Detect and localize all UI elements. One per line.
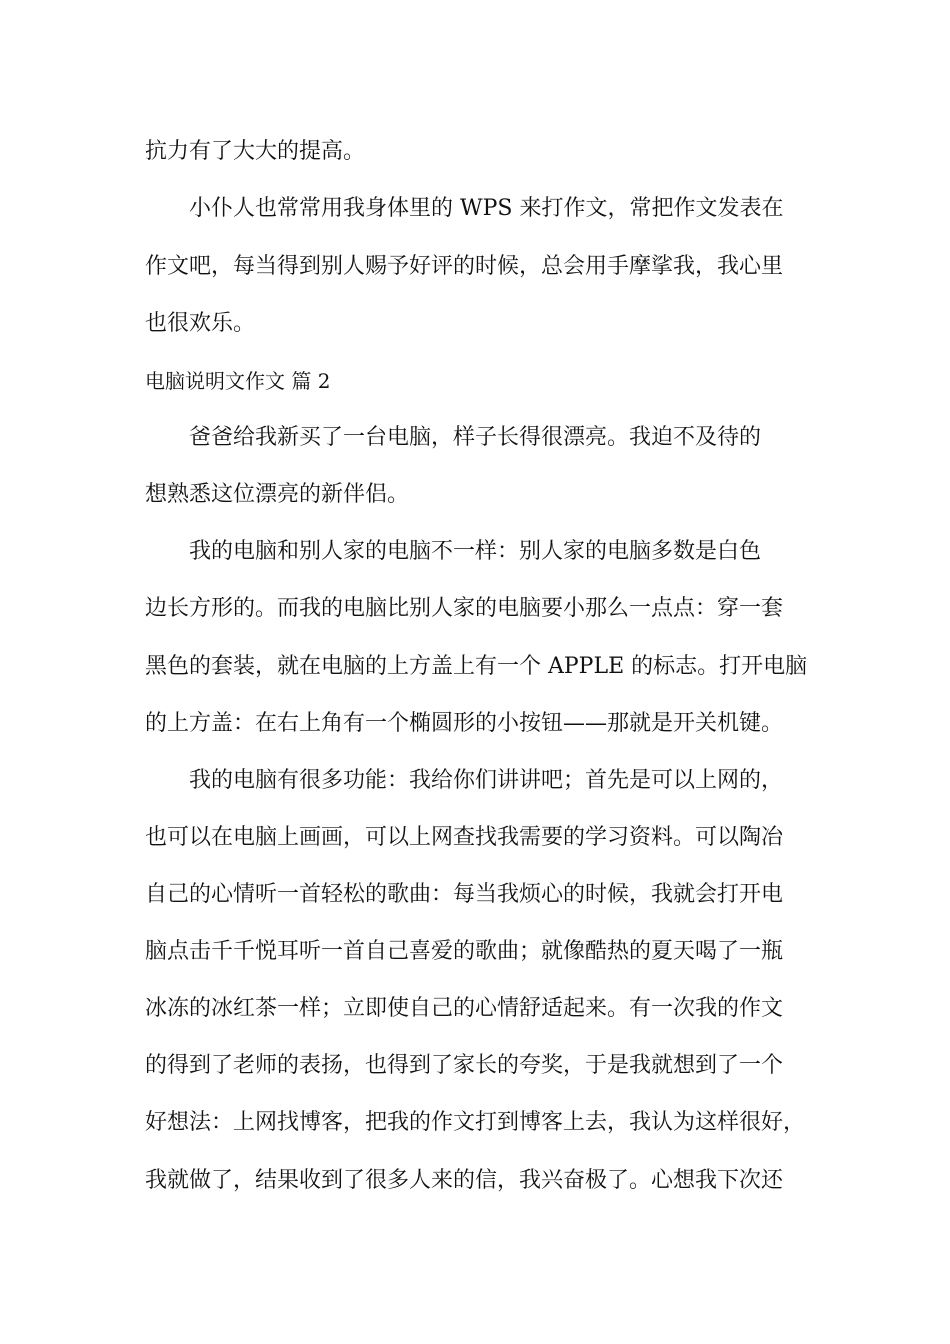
text-line: 想熟悉这位漂亮的新伴侣。 xyxy=(145,482,410,507)
text-line: 脑点击千千悦耳听一首自己喜爱的歌曲；就像酷热的夏天喝了一瓶 xyxy=(145,939,784,964)
text-line: 的得到了老师的表扬，也得到了家长的夸奖，于是我就想到了一个 xyxy=(145,1053,784,1078)
text-line: 作文吧，每当得到别人赐予好评的时候，总会用手摩挲我，我心里 xyxy=(145,254,784,279)
text-line: 好想法：上网找博客，把我的作文打到博客上去，我认为这样很好， xyxy=(145,1110,806,1135)
paragraph-start-line: 我的电脑有很多功能：我给你们讲讲吧；首先是可以上网的， xyxy=(145,768,784,793)
text-line: 我就做了，结果收到了很多人来的信，我兴奋极了。心想我下次还 xyxy=(145,1168,784,1193)
text-line: 抗力有了大大的提高。 xyxy=(145,139,366,164)
text-line: 的上方盖：在右上角有一个椭圆形的小按钮——那就是开关机键。 xyxy=(145,711,784,736)
section-heading: 电脑说明文作文 篇 2 xyxy=(145,369,331,393)
text-line: 黑色的套装，就在电脑的上方盖上有一个 APPLE 的标志。打开电脑 xyxy=(145,654,808,679)
text-line: 自己的心情听一首轻松的歌曲：每当我烦心的时候，我就会打开电 xyxy=(145,882,784,907)
text-line: 也很欢乐。 xyxy=(145,311,256,336)
paragraph-start-line: 爸爸给我新买了一台电脑，样子长得很漂亮。我迫不及待的 xyxy=(145,425,762,450)
paragraph-start-line: 我的电脑和别人家的电脑不一样：别人家的电脑多数是白色 xyxy=(145,539,762,564)
paragraph-start-line: 小仆人也常常用我身体里的 WPS 来打作文，常把作文发表在 xyxy=(145,196,784,221)
text-line: 冰冻的冰红茶一样；立即使自己的心情舒适起来。有一次我的作文 xyxy=(145,996,784,1021)
text-line: 也可以在电脑上画画，可以上网查找我需要的学习资料。可以陶冶 xyxy=(145,825,784,850)
text-line: 边长方形的。而我的电脑比别人家的电脑要小那么一点点：穿一套 xyxy=(145,596,784,621)
